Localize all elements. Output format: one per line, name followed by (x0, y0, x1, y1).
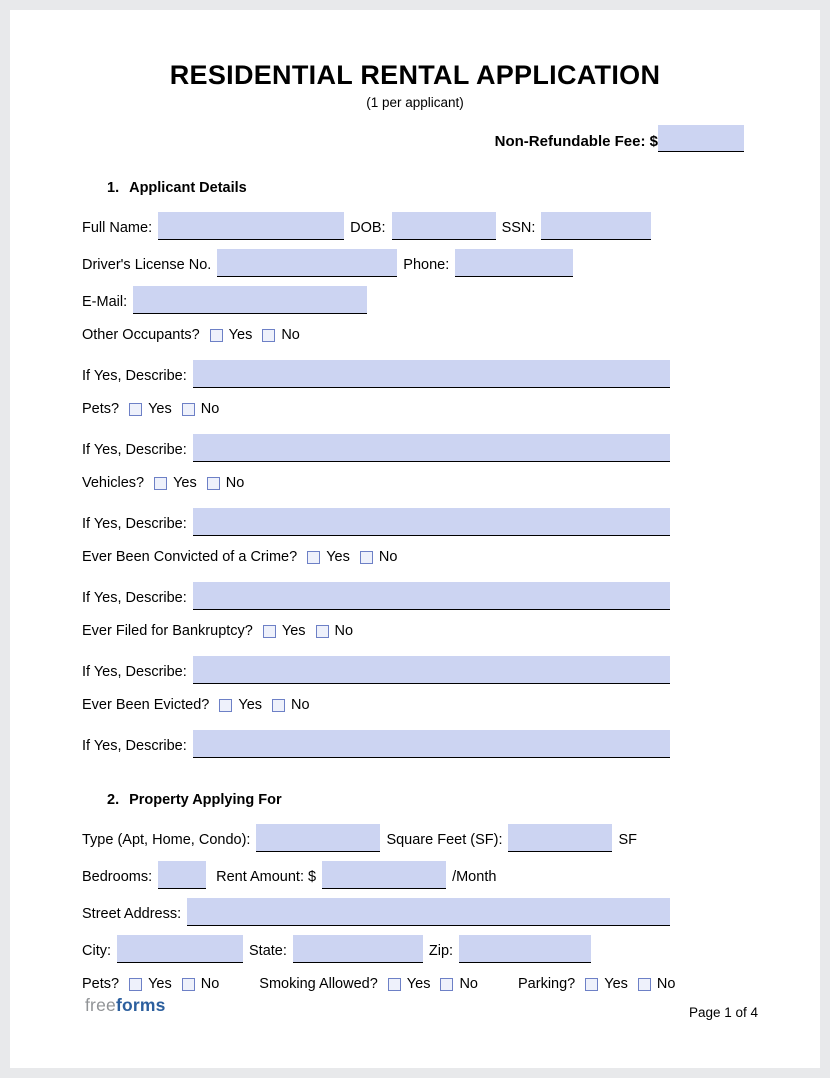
evicted-if-yes-label: If Yes, Describe: (82, 738, 187, 754)
evicted-no-checkbox[interactable] (272, 699, 285, 712)
smoking-no-checkbox[interactable] (440, 978, 453, 991)
square-feet-field[interactable] (508, 824, 612, 852)
property-pets-yes-checkbox[interactable] (129, 978, 142, 991)
bankruptcy-describe-field[interactable] (193, 656, 670, 684)
other-occupants-no-label: No (281, 327, 300, 343)
logo-forms-text: forms (115, 995, 166, 1015)
pets-no-checkbox[interactable] (182, 403, 195, 416)
phone-label: Phone: (403, 257, 450, 273)
dob-field[interactable] (392, 212, 496, 240)
fee-row (10, 122, 820, 152)
bedrooms-rent-row (82, 861, 670, 889)
property-type-field[interactable] (256, 824, 380, 852)
convicted-row (82, 545, 670, 569)
form-content (10, 180, 820, 996)
full-name-label: Full Name: (82, 220, 153, 236)
dob-label: DOB: (350, 220, 386, 236)
property-pets-label: Pets? (82, 976, 120, 992)
convicted-no-checkbox[interactable] (360, 551, 373, 564)
section2-number: 2. (107, 792, 120, 808)
property-pets-no-label: No (200, 976, 220, 992)
full-name-row (82, 212, 670, 240)
other-occupants-yes-label: Yes (228, 327, 253, 343)
drivers-license-label: Driver's License No. (82, 257, 212, 273)
convicted-if-yes-label: If Yes, Describe: (82, 590, 187, 606)
sf-suffix-label: SF (618, 832, 638, 848)
evicted-describe-row (82, 730, 670, 758)
pets-describe-row (82, 434, 670, 462)
section1-number: 1. (107, 180, 120, 196)
bankruptcy-if-yes-label: If Yes, Describe: (82, 664, 187, 680)
bedrooms-field[interactable] (158, 861, 206, 889)
convicted-yes-label: Yes (326, 549, 350, 565)
section1-title: Applicant Details (129, 180, 247, 196)
pets-no-label: No (200, 401, 220, 417)
section1-heading (82, 180, 670, 196)
convicted-label: Ever Been Convicted of a Crime? (82, 549, 298, 565)
pets-row (82, 397, 670, 421)
city-state-zip-row (82, 935, 670, 963)
smoking-no-label: No (459, 976, 478, 992)
smoking-yes-checkbox[interactable] (388, 978, 401, 991)
vehicles-label: Vehicles? (82, 475, 145, 491)
property-pets-yes-label: Yes (148, 976, 172, 992)
drivers-license-field[interactable] (217, 249, 397, 277)
parking-yes-checkbox[interactable] (585, 978, 598, 991)
per-month-label: /Month (452, 869, 497, 885)
bankruptcy-no-checkbox[interactable] (316, 625, 329, 638)
property-type-label: Type (Apt, Home, Condo): (82, 832, 251, 848)
pets-yes-label: Yes (148, 401, 172, 417)
parking-no-checkbox[interactable] (638, 978, 651, 991)
bedrooms-label: Bedrooms: (82, 869, 153, 885)
street-address-label: Street Address: (82, 906, 182, 922)
convicted-describe-row (82, 582, 670, 610)
zip-label: Zip: (428, 943, 454, 959)
email-row (82, 286, 670, 314)
occupants-describe-field[interactable] (193, 360, 670, 388)
square-feet-label: Square Feet (SF): (386, 832, 503, 848)
application-page (10, 10, 820, 1068)
section2-heading (82, 792, 670, 808)
evicted-label: Ever Been Evicted? (82, 697, 210, 713)
parking-yes-label: Yes (604, 976, 628, 992)
rent-amount-label: Rent Amount: $ (216, 869, 317, 885)
email-field[interactable] (133, 286, 367, 314)
ssn-field[interactable] (541, 212, 651, 240)
state-field[interactable] (293, 935, 423, 963)
evicted-yes-checkbox[interactable] (219, 699, 232, 712)
page-number: Page 1 of 4 (688, 1005, 758, 1020)
bankruptcy-yes-label: Yes (281, 623, 306, 639)
bankruptcy-describe-row (82, 656, 670, 684)
evicted-row (82, 693, 670, 717)
rent-amount-field[interactable] (322, 861, 446, 889)
property-pets-no-checkbox[interactable] (182, 978, 195, 991)
pets-label: Pets? (82, 401, 120, 417)
other-occupants-yes-checkbox[interactable] (210, 329, 223, 342)
vehicles-describe-row (82, 508, 670, 536)
fee-field[interactable] (658, 125, 744, 152)
vehicles-no-label: No (225, 475, 245, 491)
convicted-no-label: No (378, 549, 398, 565)
vehicles-describe-field[interactable] (193, 508, 670, 536)
evicted-no-label: No (291, 697, 310, 713)
section2-title: Property Applying For (129, 792, 282, 808)
vehicles-no-checkbox[interactable] (207, 477, 220, 490)
drivers-license-row (82, 249, 670, 277)
pets-yes-checkbox[interactable] (129, 403, 142, 416)
state-label: State: (249, 943, 287, 959)
bankruptcy-no-label: No (334, 623, 354, 639)
smoking-yes-label: Yes (406, 976, 431, 992)
vehicles-row (82, 471, 670, 495)
city-label: City: (82, 943, 111, 959)
occupants-if-yes-label: If Yes, Describe: (82, 368, 187, 384)
email-label: E-Mail: (82, 294, 128, 310)
city-field[interactable] (117, 935, 243, 963)
vehicles-if-yes-label: If Yes, Describe: (82, 516, 187, 532)
occupants-describe-row (82, 360, 670, 388)
property-type-row (82, 824, 670, 852)
bankruptcy-yes-checkbox[interactable] (263, 625, 276, 638)
bankruptcy-row (82, 619, 670, 643)
other-occupants-no-checkbox[interactable] (262, 329, 275, 342)
ssn-label: SSN: (501, 220, 536, 236)
vehicles-yes-label: Yes (173, 475, 197, 491)
page-subtitle: (1 per applicant) (366, 95, 464, 110)
other-occupants-row (82, 323, 670, 347)
parking-label: Parking? (518, 976, 576, 992)
pets-if-yes-label: If Yes, Describe: (82, 442, 187, 458)
evicted-yes-label: Yes (238, 697, 263, 713)
fee-label: Non-Refundable Fee: $ (494, 133, 658, 150)
pets-describe-field[interactable] (193, 434, 670, 462)
other-occupants-label: Other Occupants? (82, 327, 200, 343)
logo-free-text: free (85, 995, 116, 1015)
street-address-row (82, 898, 670, 926)
evicted-describe-field[interactable] (193, 730, 670, 758)
street-address-field[interactable] (187, 898, 670, 926)
full-name-field[interactable] (158, 212, 344, 240)
zip-field[interactable] (459, 935, 591, 963)
phone-field[interactable] (455, 249, 573, 277)
convicted-yes-checkbox[interactable] (307, 551, 320, 564)
convicted-describe-field[interactable] (193, 582, 670, 610)
vehicles-yes-checkbox[interactable] (154, 477, 167, 490)
page-title: RESIDENTIAL RENTAL APPLICATION (169, 60, 661, 90)
bankruptcy-label: Ever Filed for Bankruptcy? (82, 623, 253, 639)
smoking-allowed-label: Smoking Allowed? (259, 976, 378, 992)
parking-no-label: No (656, 976, 676, 992)
freeforms-logo (85, 995, 166, 1016)
property-options-row (82, 972, 676, 996)
